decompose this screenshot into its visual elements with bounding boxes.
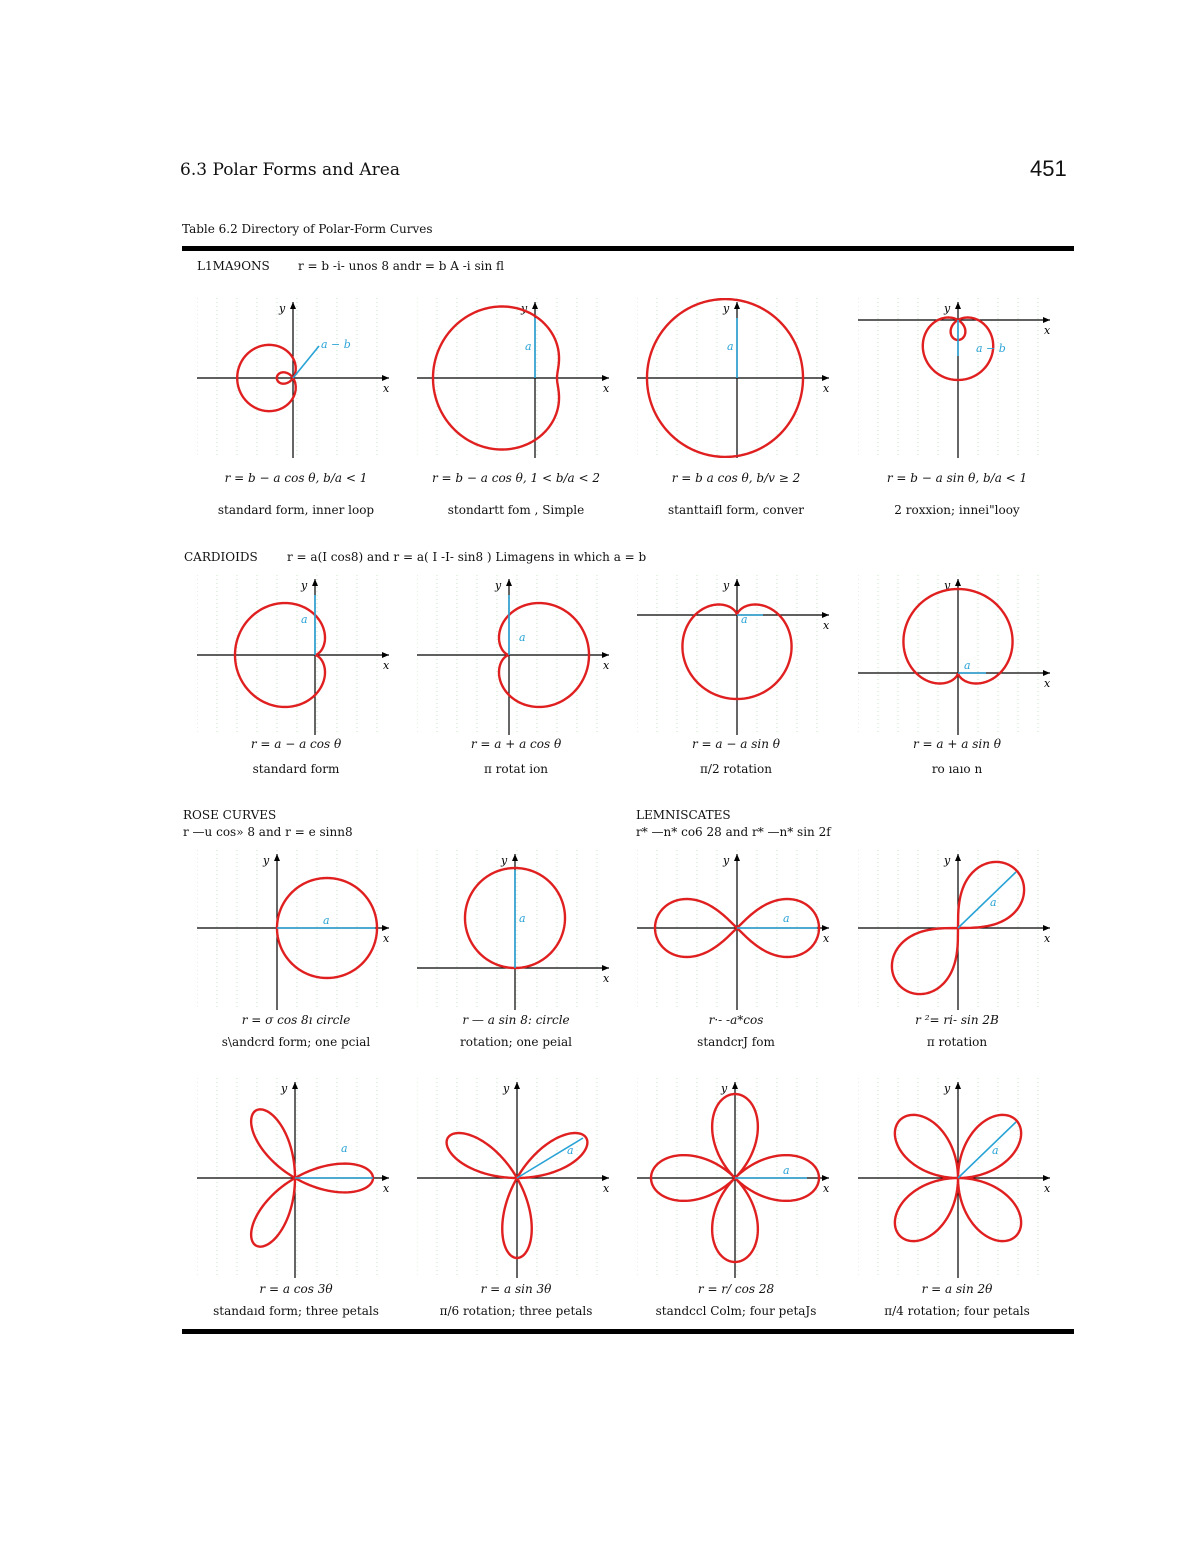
plot-gridlines: [417, 850, 597, 1010]
polar-plot: [417, 1078, 613, 1278]
plot-cell-13: [197, 1078, 395, 1278]
y-axis-arrow-icon: [514, 1082, 520, 1089]
radius-marker-label: a: [525, 340, 532, 353]
radius-marker-label: a: [519, 631, 526, 644]
curve-description: stondartt fom , Simple: [447, 503, 585, 517]
y-axis-label: y: [503, 1082, 510, 1095]
x-axis-arrow-icon: [822, 925, 829, 931]
polar-plot: [417, 850, 613, 1010]
x-axis-label: x: [823, 619, 830, 632]
page-number: 451: [1030, 156, 1067, 181]
x-axis-arrow-icon: [1043, 1175, 1050, 1181]
curve-equation: r = b − a cos θ, b/a < 1: [224, 471, 368, 485]
y-axis-arrow-icon: [532, 302, 538, 309]
curve-description: stanttaifl form, conver: [667, 503, 805, 517]
curve-equation: r = a + a sin θ: [913, 737, 1001, 751]
x-axis-label: x: [603, 659, 610, 672]
y-axis-arrow-icon: [734, 579, 740, 586]
table-caption: Table 6.2 Directory of Polar-Form Curves: [182, 222, 433, 236]
radius-marker-label: a − b: [976, 342, 1006, 355]
x-axis-label: x: [383, 659, 390, 672]
section-cardioids-equation: r = a(I cos8) and r = a( I -I- sin8 ) Limagens in which a = b: [287, 550, 647, 564]
section-limacons-label: L1MA9ONS: [197, 259, 270, 273]
y-axis-arrow-icon: [506, 579, 512, 586]
x-axis-label: x: [383, 932, 390, 945]
y-axis-arrow-icon: [955, 302, 961, 309]
bottom-rule: [182, 1329, 1074, 1334]
section-rose-equation: r —u cos» 8 and r = e sinn8: [183, 825, 353, 839]
y-axis-arrow-icon: [290, 302, 296, 309]
y-axis-arrow-icon: [955, 579, 961, 586]
polar-plot: [197, 850, 393, 1010]
y-axis-label: y: [281, 1082, 288, 1095]
x-axis-label: x: [383, 1182, 390, 1195]
polar-plot: [858, 1078, 1054, 1278]
polar-plot: [858, 575, 1054, 735]
y-axis-arrow-icon: [512, 854, 518, 861]
x-axis-label: x: [603, 382, 610, 395]
plot-cell-8: [858, 575, 1056, 735]
x-axis-label: x: [1044, 677, 1051, 690]
y-axis-label: y: [944, 1082, 951, 1095]
polar-plot: [197, 575, 393, 735]
plot-cell-2: [417, 298, 615, 458]
curve-equation: r = a cos 3θ: [259, 1282, 333, 1296]
y-axis-arrow-icon: [955, 854, 961, 861]
curve-equation: r = b − a sin θ, b/a < 1: [886, 471, 1028, 485]
curve-description: s\andcrd form; one pcial: [221, 1035, 371, 1049]
y-axis-arrow-icon: [274, 854, 280, 861]
curve-equation: r = a + a cos θ: [470, 737, 562, 751]
polar-plot: [417, 575, 613, 735]
radius-marker-label: a: [727, 340, 734, 353]
x-axis-arrow-icon: [1043, 317, 1050, 323]
y-axis-label: y: [723, 579, 730, 592]
y-axis-arrow-icon: [734, 302, 740, 309]
plot-cell-9: [197, 850, 395, 1010]
radius-marker-label: a: [567, 1144, 574, 1157]
x-axis-label: x: [603, 972, 610, 985]
y-axis-label: y: [495, 579, 502, 592]
radius-marker-label: a: [741, 613, 748, 626]
x-axis-arrow-icon: [1043, 670, 1050, 676]
plot-cell-4: [858, 298, 1056, 458]
x-axis-arrow-icon: [382, 652, 389, 658]
x-axis-arrow-icon: [382, 1175, 389, 1181]
x-axis-arrow-icon: [822, 375, 829, 381]
polar-plot: [197, 1078, 393, 1278]
curve-description: ro ıaıo n: [931, 762, 983, 776]
y-axis-label: y: [944, 302, 951, 315]
plot-cell-16: [858, 1078, 1056, 1278]
radius-marker-label: a: [341, 1142, 348, 1155]
y-axis-arrow-icon: [734, 854, 740, 861]
radius-marker-label: a: [301, 613, 308, 626]
x-axis-label: x: [603, 1182, 610, 1195]
y-axis-label: y: [301, 579, 308, 592]
polar-plot: [637, 1078, 833, 1278]
plot-cell-1: [197, 298, 395, 458]
curve-equation: r — a sin 8: circle: [462, 1013, 570, 1027]
curve-equation: r = b a cos θ, b/v ≥ 2: [671, 471, 801, 485]
curve-description: π/4 rotation; four petals: [884, 1304, 1030, 1318]
curve-description: standcrJ fom: [697, 1035, 775, 1049]
polar-plot: [197, 298, 393, 458]
plot-gridlines: [858, 850, 1038, 1010]
x-axis-arrow-icon: [822, 612, 829, 618]
curve-description: π/2 rotation: [700, 762, 772, 776]
polar-plot: [637, 575, 833, 735]
curve-equation: r = a − a cos θ: [250, 737, 342, 751]
plot-cell-10: [417, 850, 615, 1010]
curve-description: 2 roxxion; innei"looy: [894, 503, 1020, 517]
section-rose-label: ROSE CURVES: [183, 808, 277, 822]
curve-description: rotation; one peial: [460, 1035, 572, 1049]
curve-description: π/6 rotation; three petals: [439, 1304, 593, 1318]
plot-cell-11: [637, 850, 835, 1010]
curve-equation: r = r/ cos 28: [697, 1282, 775, 1296]
y-axis-label: y: [944, 579, 951, 592]
polar-plot: [858, 298, 1054, 458]
section-cardioids-label: CARDIOIDS: [184, 550, 258, 564]
polar-plot: [858, 850, 1054, 1010]
polar-plot: [637, 850, 833, 1010]
plot-gridlines: [197, 850, 377, 1010]
x-axis-arrow-icon: [1043, 925, 1050, 931]
plot-cell-3: [637, 298, 835, 458]
x-axis-arrow-icon: [382, 925, 389, 931]
curve-description: π rotation: [926, 1035, 988, 1049]
x-axis-label: x: [823, 932, 830, 945]
radius-marker-label: a: [783, 912, 790, 925]
x-axis-arrow-icon: [602, 965, 609, 971]
curve-description: standccl Colm; four petaJs: [655, 1304, 817, 1318]
radius-marker-label: a: [783, 1164, 790, 1177]
curve-description: π rotat ion: [483, 762, 549, 776]
curve-equation: r = a − a sin θ: [692, 737, 780, 751]
plot-cell-15: [637, 1078, 835, 1278]
y-axis-label: y: [501, 854, 508, 867]
section-lemniscates-equation: r* —n* co6 28 and r* —n* sin 2f: [636, 825, 831, 839]
x-axis-arrow-icon: [602, 1175, 609, 1181]
plot-cell-6: [417, 575, 615, 735]
plot-cell-14: [417, 1078, 615, 1278]
polar-plot: [417, 298, 613, 458]
y-axis-label: y: [944, 854, 951, 867]
x-axis-label: x: [1044, 1182, 1051, 1195]
curve-description: standard form: [252, 762, 340, 776]
x-axis-label: x: [1044, 324, 1051, 337]
radius-marker-line: [958, 1122, 1016, 1178]
x-axis-label: x: [823, 1182, 830, 1195]
radius-marker-label: a: [964, 659, 971, 672]
x-axis-label: x: [1044, 932, 1051, 945]
x-axis-arrow-icon: [602, 652, 609, 658]
radius-marker-label: a: [990, 896, 997, 909]
y-axis-arrow-icon: [312, 579, 318, 586]
y-axis-label: y: [723, 854, 730, 867]
page-header-title: 6.3 Polar Forms and Area: [180, 160, 400, 180]
section-lemniscates-label: LEMNISCATES: [636, 808, 731, 822]
curve-equation: r = a sin 3θ: [480, 1282, 552, 1296]
x-axis-arrow-icon: [822, 1175, 829, 1181]
curve-equation: r = b − a cos θ, 1 < b/a < 2: [431, 471, 601, 485]
y-axis-label: y: [521, 302, 528, 315]
x-axis-label: x: [823, 382, 830, 395]
polar-plot: [637, 298, 833, 458]
radius-marker-label: a − b: [321, 338, 351, 351]
plot-cell-12: [858, 850, 1056, 1010]
curve-equation: r = a sin 2θ: [921, 1282, 993, 1296]
plot-gridlines: [637, 850, 817, 1010]
x-axis-label: x: [383, 382, 390, 395]
y-axis-arrow-icon: [732, 1082, 738, 1089]
x-axis-arrow-icon: [382, 375, 389, 381]
y-axis-label: y: [723, 302, 730, 315]
radius-marker-label: a: [323, 914, 330, 927]
curve-equation: r ²= ri- sin 2B: [915, 1013, 999, 1027]
y-axis-arrow-icon: [955, 1082, 961, 1089]
plot-cell-5: [197, 575, 395, 735]
curve-equation: r·- -a*cos: [708, 1013, 764, 1027]
y-axis-label: y: [263, 854, 270, 867]
y-axis-label: y: [721, 1082, 728, 1095]
plot-cell-7: [637, 575, 835, 735]
curve-description: standard form, inner loop: [217, 503, 375, 517]
radius-marker-label: a: [992, 1144, 999, 1157]
radius-marker-label: a: [519, 912, 526, 925]
curve-description: standaıd form; three petals: [213, 1304, 379, 1318]
y-axis-arrow-icon: [292, 1082, 298, 1089]
curve-equation: r = σ cos 8ı circle: [241, 1013, 351, 1027]
y-axis-label: y: [279, 302, 286, 315]
section-limacons-equation: r = b -i- unos 8 andr = b A -i sin fl: [298, 259, 504, 273]
top-rule: [182, 246, 1074, 251]
x-axis-arrow-icon: [602, 375, 609, 381]
